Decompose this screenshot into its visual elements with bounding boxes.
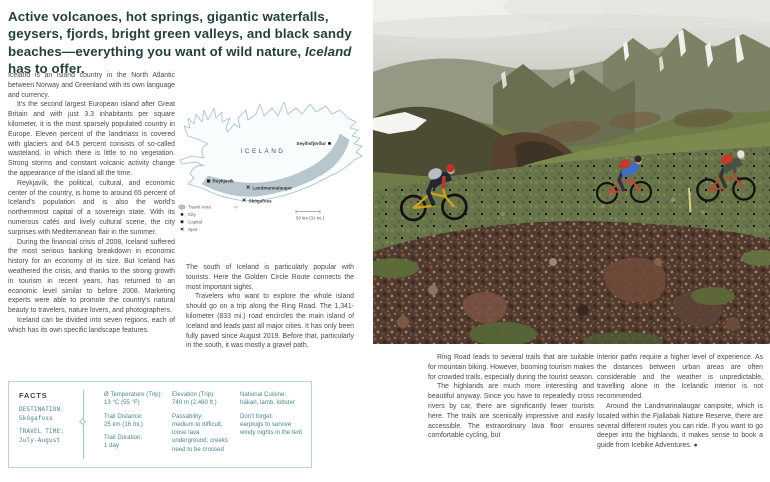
country-label: ICELAND — [240, 148, 286, 155]
facts-column-2 — [104, 391, 164, 456]
headline-italic-word: Iceland — [305, 43, 352, 59]
dont-forget-label: Don't forget: — [240, 412, 274, 420]
iceland-map — [176, 84, 372, 254]
facts-column-4 — [240, 391, 306, 442]
paragraph: Around the Landmannalaugar campsite, which is located within the Fjallabak Nature Reserve, there are several different routes you can ride. If you want to go deeper into the highlands, it makes sense to book a guide from Icebike Adventures. ● — [597, 402, 763, 450]
trail-distance-value: 25 km (16 mi.) — [104, 420, 143, 428]
capital-marker-icon — [207, 179, 210, 182]
facts-panel — [8, 381, 312, 468]
westman-islands — [234, 206, 237, 208]
paragraph: Iceland can be divided into seven regions, each of which has its own specific landscape features. — [8, 316, 175, 334]
headline-text: Active volcanoes, hot springs, gigantic waterfalls, geysers, fjords, bright green valleys, and black sandy beaches—everything you want of wild nature, — [8, 9, 352, 59]
highlands-column — [597, 353, 763, 451]
paragraph: interior paths require a higher level of experience. As the distances between urban areas are often considerable and the weather is unpredictable, travelling alone in the Icelandic interior is not recommended. — [597, 354, 763, 401]
spot-landmannalaugar — [247, 185, 293, 190]
iceland-map-svg — [176, 84, 372, 254]
destination-label: DESTINATION: — [19, 407, 64, 413]
paragraph: The highlands are much more interesting and beautiful anyway. Since you have to repeatedly cross rivers by car, there are significantly fewer tourists here. The trails are scenically impressive and easily accessible. The extraordinary lava floor ensures comfortable cycling, but — [428, 383, 594, 440]
paragraph: It's the second largest European island after Great Britain and with just 3.3 inhabitants per square kilometer, it is the most sparsely populated country in Europe. Eleven percent of the landmass is covered with glaciers and 64.5 percent consists of so-called wasteland, in which there is little to no vegetation. Strong storms and constant volcanic activity change the appearance of the island all the time. — [8, 101, 175, 177]
city-marker-icon — [328, 142, 331, 145]
divider-diamond-icon — [79, 418, 86, 425]
passability-value: medium to difficult, loose lava underground, creeks need to be crossed — [172, 420, 228, 453]
paragraph: The south of Iceland is particularly popular with tourists. Here the Golden Circle Route connects the most important sights. — [186, 264, 354, 291]
facts-column-3 — [172, 391, 234, 459]
trail-duration-field — [104, 434, 164, 451]
facts-title: FACTS — [19, 391, 48, 400]
travel-time-field — [19, 428, 64, 446]
destination-field — [19, 406, 64, 424]
trail-duration-label: Trail Duration: — [104, 434, 143, 442]
dont-forget-field — [240, 413, 306, 438]
legend-label: Spot — [188, 226, 198, 232]
city-label: Seyðisfjörður — [296, 141, 326, 146]
headline-text-end: has to offer. — [8, 60, 85, 76]
trail-distance-label: Trail Distance: — [104, 412, 143, 420]
paragraph: Iceland is an island country in the North Atlantic between Norway and Greenland with its own language and currency. — [8, 72, 175, 99]
passability-label: Passability: — [172, 412, 203, 420]
highlands-mountain-bikers-photo — [373, 0, 770, 344]
destination-value: Skógafoss — [19, 415, 53, 422]
scale-label: 50 km (31 mi.) — [296, 215, 325, 221]
helmet — [635, 156, 642, 163]
paragraph: During the financial crisis of 2008, Iceland suffered the most serious banking breakdown in economic history for an economy of its size. But Iceland has weathered the crisis, and thanks to the strong growth in tourism in recent years, has returned to an economic level similar to before 2008. Marketing experts were able to promote the country's natural beauty to travelers, nature lovers, and photographers. — [8, 238, 175, 315]
paragraph: Reykjavík, the political, cultural, and economic center of the country, is home to around 65 percent of Iceland's population and is also the world's northernmost capital of a sovereign state. With its numerous cafés and lively cultural scene, the city surprises with Mediterranean flair in the summer. — [8, 179, 175, 236]
capital-label: Reykjavík — [212, 178, 234, 184]
spot-label: Skógafoss — [248, 198, 272, 204]
elevation-label: Elevation (Trip): — [172, 391, 215, 398]
cuisine-field — [240, 391, 306, 408]
travel-time-label: TRAVEL TIME: — [19, 429, 64, 435]
legend-label: Capital — [188, 219, 203, 225]
travel-time-value: July-August — [19, 437, 61, 444]
capital-legend-icon — [181, 220, 184, 223]
elevation-value: 740 m (2,460 ft.) — [172, 399, 217, 407]
helmet — [737, 150, 744, 157]
ring-road-column — [428, 353, 594, 441]
passability-field — [172, 413, 234, 454]
foreground-rocks — [373, 221, 770, 344]
cuisine-label: National Cuisine: — [240, 391, 287, 398]
spot-legend-icon — [181, 228, 184, 231]
paragraph: Ring Road leads to several trails that are suitable for mountain biking. However, booming tourism makes for crowded trails, especially during the tourist season. — [428, 354, 594, 381]
intro-column — [8, 71, 175, 336]
dont-forget-value: earplugs to survive windy nights in the tent — [240, 420, 302, 437]
temperature-label: Ø Temperature (Trip): — [104, 391, 163, 398]
page-title — [8, 8, 378, 77]
cuisine-value: hákarl, lamb, lobster — [240, 399, 295, 407]
map-legend — [179, 205, 212, 232]
city-seydisfjordur — [296, 140, 331, 146]
map-scale-bar — [296, 210, 325, 221]
south-iceland-column — [186, 263, 354, 351]
trail-distance-field — [104, 413, 164, 430]
legend-label: Travel Area — [188, 204, 211, 210]
spot-label: Landmannalaugar — [252, 185, 293, 191]
trail-duration-value: 1 day — [104, 442, 119, 450]
paragraph: Travelers who want to explore the whole island should go on a trip along the Ring Road. The 1,341-kilometer (833 mi.) road encircles the main island of Iceland and leads past all major cities. It has only been fully paved since August 2019. Before that, particularly in the south, it was mostly a gravel path. — [186, 293, 354, 350]
helmet — [446, 164, 454, 172]
photo-illustration — [373, 0, 770, 344]
legend-label: City — [188, 212, 196, 217]
facts-divider — [83, 390, 84, 459]
elevation-field — [172, 391, 234, 408]
temperature-field — [104, 391, 164, 408]
travel-area-swatch-icon — [179, 205, 186, 209]
city-legend-icon — [181, 213, 184, 216]
temperature-value: 13 °C (55 °F) — [104, 399, 140, 407]
